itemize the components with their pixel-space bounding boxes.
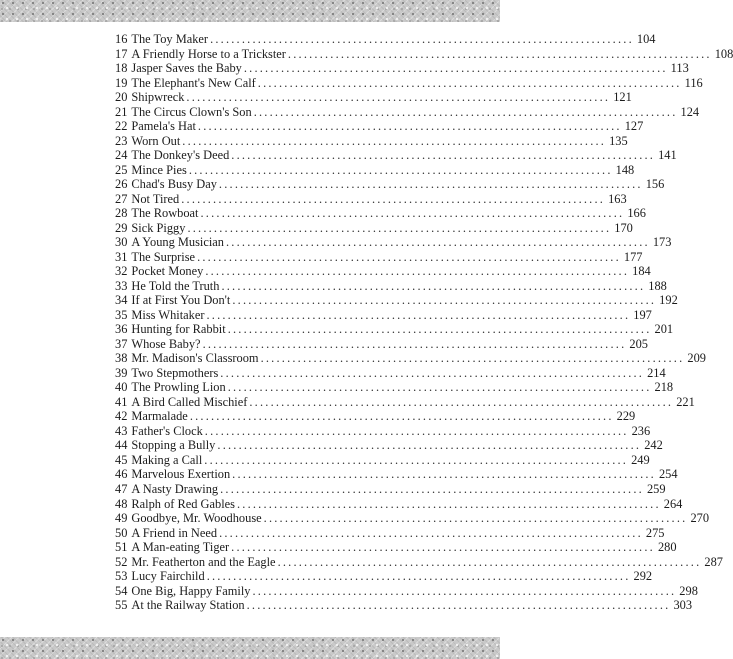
toc-entry (115, 249, 643, 265)
entry-title: Marvelous Exertion (131, 467, 231, 482)
entry-page-number: 166 (627, 206, 646, 221)
toc-entry (115, 423, 651, 439)
entry-number: 47 (115, 481, 128, 496)
entry-page-number: 229 (616, 409, 636, 424)
dot-leader: ................................................................................ (200, 206, 625, 221)
dot-leader: ................................................................................ (226, 235, 650, 250)
toc-entry (115, 554, 723, 570)
entry-title: Goodbye, Mr. Woodhouse (131, 511, 262, 526)
entry-page-number: 177 (623, 249, 643, 264)
entry-number: 42 (115, 409, 128, 424)
dot-leader: ................................................................................ (231, 148, 656, 163)
dot-leader: ................................................................................ (246, 598, 671, 613)
entry-number: 26 (115, 177, 128, 192)
toc-entry (115, 177, 665, 192)
dot-leader: ................................................................................ (232, 467, 656, 482)
entry-number: 50 (115, 525, 128, 540)
toc-entry (115, 220, 633, 236)
toc-entry (115, 540, 677, 555)
entry-title: The Prowling Lion (131, 380, 226, 395)
toc-entry (115, 481, 666, 497)
entry-page-number: 205 (629, 336, 648, 351)
toc-entry (115, 278, 667, 294)
entry-number: 46 (115, 467, 128, 482)
entry-number: 32 (115, 264, 128, 279)
dot-leader: ................................................................................ (243, 61, 668, 76)
entry-page-number: 236 (631, 423, 651, 438)
entry-title: A Man-eating Tiger (131, 540, 230, 555)
entry-page-number: 275 (645, 525, 665, 540)
entry-number: 48 (115, 496, 128, 511)
entry-title: A Nasty Drawing (131, 481, 219, 496)
toc-entry (115, 307, 652, 323)
entry-number: 39 (115, 365, 128, 380)
entry-page-number: 163 (608, 191, 627, 206)
entry-title: Father's Clock (131, 423, 203, 438)
entry-number: 55 (115, 598, 128, 613)
entry-title: One Big, Happy Family (131, 583, 251, 598)
entry-title: Whose Baby? (131, 336, 201, 351)
dot-leader: ................................................................................ (277, 554, 702, 569)
toc-entry (115, 104, 700, 120)
entry-title: Worn Out (131, 133, 181, 148)
entry-title: If at First You Don't (131, 293, 231, 308)
toc-entry (115, 496, 683, 512)
dot-leader: ................................................................................ (232, 293, 657, 308)
toc-entry (115, 264, 651, 279)
entry-number: 44 (115, 438, 128, 453)
entry-number: 35 (115, 307, 128, 322)
entry-title: Pocket Money (131, 264, 204, 279)
entry-number: 16 (115, 32, 128, 46)
dot-leader: ................................................................................ (204, 452, 629, 467)
entry-page-number: 141 (658, 148, 677, 163)
dot-leader: ................................................................................ (260, 351, 685, 366)
decorative-bottom-border (0, 637, 500, 659)
entry-page-number: 113 (670, 61, 689, 76)
entry-page-number: 214 (647, 365, 666, 380)
entry-page-number: 173 (652, 235, 672, 250)
toc-entry (115, 46, 733, 62)
toc-entry (115, 235, 672, 250)
dot-leader: ................................................................................ (217, 438, 642, 453)
toc-entry (115, 452, 650, 468)
entry-title: He Told the Truth (131, 278, 220, 293)
entry-page-number: 287 (704, 554, 723, 569)
entry-number: 36 (115, 322, 128, 337)
entry-number: 43 (115, 423, 128, 438)
toc-entry (115, 438, 663, 453)
toc-entry (115, 365, 666, 381)
entry-page-number: 192 (659, 293, 678, 308)
entry-number: 17 (115, 46, 128, 61)
entry-page-number: 135 (609, 133, 628, 148)
dot-leader: ................................................................................ (218, 177, 643, 192)
entry-number: 38 (115, 351, 128, 366)
dot-leader: ................................................................................ (221, 278, 646, 293)
entry-number: 19 (115, 75, 128, 90)
dot-leader: ................................................................................ (206, 569, 631, 584)
toc-entry (115, 569, 653, 584)
entry-number: 27 (115, 191, 128, 206)
dot-leader: ................................................................................ (231, 540, 655, 555)
entry-title: Hunting for Rabbit (131, 322, 226, 337)
entry-title: The Elephant's New Calf (131, 75, 256, 90)
toc-entry (115, 322, 674, 337)
entry-number: 31 (115, 249, 128, 264)
dot-leader: ................................................................................ (204, 423, 629, 438)
toc-entry (115, 380, 674, 395)
entry-number: 25 (115, 162, 128, 177)
entry-title: Mr. Featherton and the Eagle (131, 554, 276, 569)
dot-leader: ................................................................................ (219, 525, 643, 540)
toc-entry (115, 598, 693, 613)
dot-leader: ................................................................................ (227, 322, 652, 337)
toc-entry (115, 119, 644, 134)
toc-entry (115, 90, 632, 105)
entry-number: 41 (115, 394, 128, 409)
entry-page-number: 104 (636, 32, 656, 46)
entry-page-number: 201 (654, 322, 674, 337)
toc-entry (115, 467, 678, 482)
toc-entry (115, 61, 689, 76)
entry-title: Not Tired (131, 191, 180, 206)
entry-title: A Young Musician (131, 235, 224, 250)
entry-number: 34 (115, 293, 128, 308)
dot-leader: ................................................................................ (182, 133, 607, 148)
toc-entry (115, 191, 627, 207)
dot-leader: ................................................................................ (252, 583, 677, 598)
entry-title: The Donkey's Deed (131, 148, 230, 163)
dot-leader: ................................................................................ (263, 511, 688, 526)
entry-number: 29 (115, 220, 128, 235)
entry-title: Shipwreck (131, 90, 185, 105)
dot-leader: ................................................................................ (210, 32, 634, 46)
entry-title: Mince Pies (131, 162, 187, 177)
entry-title: A Friend in Need (131, 525, 218, 540)
entry-title: At the Railway Station (131, 598, 245, 613)
entry-title: Marmalade (131, 409, 188, 424)
entry-number: 23 (115, 133, 128, 148)
toc-entry (115, 511, 710, 526)
toc-entry (115, 133, 628, 149)
table-of-contents (115, 32, 733, 613)
entry-page-number: 184 (632, 264, 651, 279)
dot-leader: ................................................................................ (189, 409, 614, 424)
entry-number: 33 (115, 278, 128, 293)
toc-entry (115, 336, 648, 352)
dot-leader: ................................................................................ (257, 75, 682, 90)
dot-leader: ................................................................................ (220, 481, 644, 496)
entry-title: Stopping a Bully (131, 438, 216, 453)
entry-page-number: 259 (646, 481, 666, 496)
entry-number: 45 (115, 452, 128, 467)
dot-leader: ................................................................................ (205, 264, 630, 279)
dot-leader: ................................................................................ (181, 191, 606, 206)
entry-number: 54 (115, 583, 128, 598)
entry-title: A Friendly Horse to a Trickster (131, 46, 286, 61)
entry-title: Two Stepmothers (131, 365, 219, 380)
dot-leader: ................................................................................ (186, 90, 611, 105)
entry-title: Mr. Madison's Classroom (131, 351, 259, 366)
toc-entry (115, 32, 656, 47)
entry-title: Sick Piggy (131, 220, 186, 235)
toc-entry (115, 206, 646, 221)
entry-page-number: 116 (684, 75, 703, 90)
entry-number: 21 (115, 104, 128, 119)
dot-leader: ................................................................................ (187, 220, 612, 235)
entry-page-number: 270 (690, 511, 710, 526)
entry-page-number: 254 (658, 467, 678, 482)
entry-title: Jasper Saves the Baby (131, 61, 242, 76)
entry-title: Lucy Fairchild (131, 569, 205, 584)
entry-page-number: 242 (644, 438, 663, 453)
dot-leader: ................................................................................ (188, 162, 613, 177)
entry-number: 28 (115, 206, 128, 221)
entry-page-number: 303 (673, 598, 693, 613)
dot-leader: ................................................................................ (220, 365, 645, 380)
toc-entry (115, 583, 698, 599)
entry-title: Miss Whitaker (131, 307, 205, 322)
entry-number: 49 (115, 511, 128, 526)
entry-title: Making a Call (131, 452, 203, 467)
toc-entry (115, 148, 677, 163)
toc-entry (115, 525, 665, 541)
dot-leader: ................................................................................ (253, 104, 678, 119)
entry-page-number: 221 (676, 394, 695, 409)
toc-entry (115, 409, 636, 424)
entry-page-number: 209 (687, 351, 706, 366)
toc-entry (115, 394, 695, 410)
entry-title: The Circus Clown's Son (131, 104, 252, 119)
entry-title: The Toy Maker (131, 32, 209, 46)
dot-leader: ................................................................................ (236, 496, 661, 511)
entry-number: 51 (115, 540, 128, 555)
entry-number: 24 (115, 148, 128, 163)
dot-leader: ................................................................................ (287, 46, 712, 61)
dot-leader: ................................................................................ (227, 380, 652, 395)
entry-page-number: 124 (680, 104, 700, 119)
entry-number: 53 (115, 569, 128, 584)
entry-title: Ralph of Red Gables (131, 496, 235, 511)
entry-page-number: 156 (645, 177, 665, 192)
entry-number: 40 (115, 380, 128, 395)
entry-page-number: 218 (654, 380, 674, 395)
entry-number: 20 (115, 90, 128, 105)
entry-title: The Rowboat (131, 206, 199, 221)
toc-entry (115, 75, 703, 91)
entry-title: Pamela's Hat (131, 119, 196, 134)
toc-entry (115, 162, 635, 178)
entry-page-number: 249 (631, 452, 650, 467)
dot-leader: ................................................................................ (249, 394, 674, 409)
entry-number: 22 (115, 119, 128, 134)
entry-number: 52 (115, 554, 128, 569)
entry-page-number: 298 (679, 583, 698, 598)
dot-leader: ................................................................................ (206, 307, 631, 322)
toc-entry (115, 293, 678, 308)
entry-page-number: 121 (613, 90, 632, 105)
entry-page-number: 292 (633, 569, 653, 584)
dot-leader: ................................................................................ (202, 336, 627, 351)
entry-page-number: 127 (624, 119, 644, 134)
entry-number: 37 (115, 336, 128, 351)
entry-title: A Bird Called Mischief (131, 394, 248, 409)
entry-title: The Surprise (131, 249, 196, 264)
entry-page-number: 148 (615, 162, 635, 177)
entry-page-number: 108 (714, 46, 733, 61)
entry-number: 30 (115, 235, 128, 250)
entry-page-number: 264 (663, 496, 683, 511)
entry-title: Chad's Busy Day (131, 177, 217, 192)
decorative-top-border (0, 0, 500, 22)
entry-page-number: 280 (657, 540, 677, 555)
toc-entry (115, 351, 706, 366)
entry-page-number: 197 (633, 307, 652, 322)
dot-leader: ................................................................................ (197, 249, 621, 264)
entry-page-number: 170 (614, 220, 633, 235)
entry-page-number: 188 (648, 278, 667, 293)
entry-number: 18 (115, 61, 128, 76)
dot-leader: ................................................................................ (197, 119, 622, 134)
